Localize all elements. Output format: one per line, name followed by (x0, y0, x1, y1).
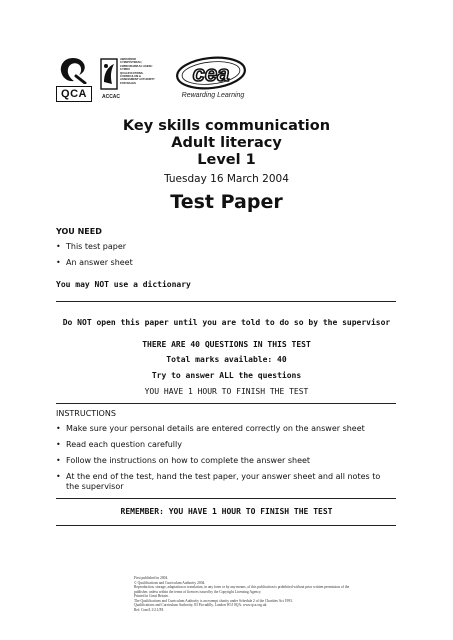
list-item: • An answer sheet (56, 258, 396, 268)
answer-all-note: Try to answer ALL the questions (151, 371, 302, 380)
footer-line: First published in 2004. (134, 576, 169, 580)
dictionary-note: You may NOT use a dictionary (56, 280, 191, 289)
accac-text (120, 58, 164, 85)
accac-shield-icon (100, 58, 118, 90)
accac-line: AWDURDOD (120, 58, 137, 61)
reminder: REMEMBER: YOU HAVE 1 HOUR TO FINISH THE TEST (120, 507, 333, 516)
publication-footer (134, 576, 350, 612)
instructions-list (56, 424, 386, 498)
cea-wordmark: cea (192, 61, 230, 86)
document-type: Test Paper (170, 191, 283, 213)
qca-wordmark: QCA (56, 86, 92, 102)
accac-logo (100, 56, 164, 104)
question-count: THERE ARE 40 QUESTIONS IN THIS TEST (142, 340, 311, 349)
title-line-area: Adult literacy (171, 135, 282, 151)
accac-line: CURRICULUM & (120, 75, 141, 79)
title-line-subject: Key skills communication (122, 118, 331, 134)
title-line-level: Level 1 (197, 152, 256, 168)
footer-line: publisher, unless within the terms of licences issued by the Copyright Licensing Agency. (134, 589, 262, 594)
logo-bar (56, 56, 244, 104)
page-title (0, 118, 453, 169)
list-item: • Read each question carefully (56, 440, 386, 450)
qca-logo (56, 56, 92, 104)
accac-line: CYMRU (120, 68, 130, 72)
divider (56, 403, 396, 404)
list-item: • This test paper (56, 242, 396, 252)
do-not-open-warning: Do NOT open this paper until you are told to do so by the supervisor (62, 318, 391, 327)
list-item: • At the end of the test, hand the test paper, your answer sheet and all notes to the supervisor (56, 472, 386, 492)
accac-line: ASSESSMENT AUTHORITY (120, 78, 155, 82)
cea-logo (174, 56, 244, 104)
accac-line: QUALIFICATIONS, (120, 71, 144, 75)
qca-swirl-icon (58, 56, 88, 84)
accac-caption: ACCAC (101, 94, 121, 100)
footer-line: Reproduction, storage, adaptation or translation, in any form or by any means, of this publication is prohibited without prior written permission of the (134, 585, 350, 589)
list-item: • Follow the instructions on how to complete the answer sheet (56, 456, 386, 466)
footer-line: © Qualifications and Curriculum Authority 2004. (134, 580, 206, 585)
time-limit: YOU HAVE 1 HOUR TO FINISH THE TEST (144, 387, 309, 396)
cea-emblem-icon (174, 56, 248, 92)
total-marks: Total marks available: 40 (166, 355, 287, 364)
footer-line: Qualifications and Curriculum Authority, 83 Piccadilly, London W1J 8QA. www.qca.org.uk (134, 603, 267, 607)
instructions-heading: INSTRUCTIONS (56, 409, 116, 418)
you-need-heading: YOU NEED (56, 227, 102, 236)
footer-line: Printed in Great Britain. (134, 594, 169, 598)
accac-line: CYMWYSTERAU, (120, 61, 143, 65)
footer-line: Ref: Com/L1/2.1/P4 (134, 607, 164, 612)
divider (56, 525, 396, 526)
cea-tagline: Rewarding Learning (181, 92, 245, 99)
footer-line: The Qualifications and Curriculum Authority is an exempt charity under Schedule 2 of the Charities Act 1993. (134, 598, 293, 603)
exam-date: Tuesday 16 March 2004 (164, 173, 289, 185)
divider (56, 498, 396, 499)
list-item: • Make sure your personal details are entered correctly on the answer sheet (56, 424, 386, 434)
divider (56, 301, 396, 302)
accac-line: CWRICWLWM AC ASESU (120, 64, 153, 68)
you-need-list (56, 242, 396, 274)
accac-line: FOR WALES (120, 81, 136, 85)
